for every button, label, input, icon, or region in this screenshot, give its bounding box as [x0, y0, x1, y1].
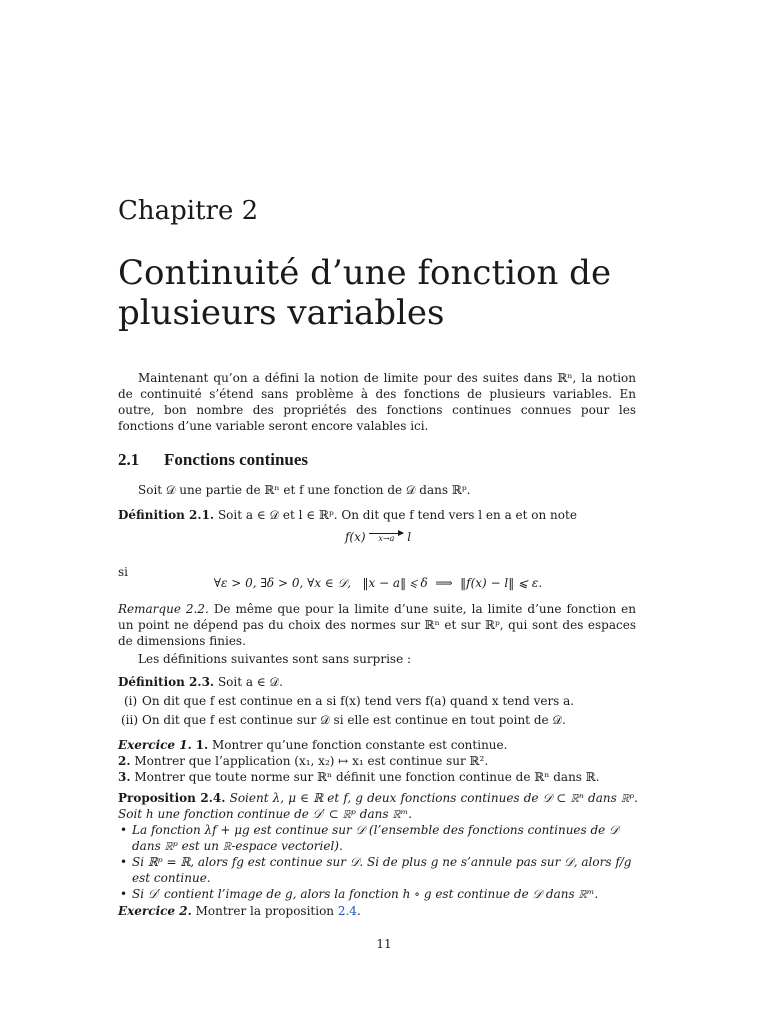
definition-item-text: On dit que f est continue sur 𝒟 si elle est continue en tout point de 𝒟.: [142, 713, 566, 727]
proposition-bullet-text: Si ℝᵖ = ℝ, alors fg est continue sur 𝒟. Si de plus g ne s’annule pas sur 𝒟, alors f/g est continue.: [132, 855, 632, 885]
arrow-icon: [369, 533, 403, 534]
page-number: 11: [376, 937, 392, 951]
exercise-2-end: .: [356, 904, 361, 918]
definition-item: [118, 712, 638, 728]
bullet-icon: •: [120, 823, 128, 837]
definition-item-label: (i): [124, 694, 138, 708]
exercise-item-text: Montrer que toute norme sur ℝⁿ définit une fonction continue de ℝⁿ dans ℝ.: [134, 770, 600, 784]
remark-2-2: [118, 601, 636, 649]
setup-sentence: Soit 𝒟 une partie de ℝⁿ et f une fonction de 𝒟 dans ℝᵖ.: [138, 483, 471, 497]
intro-paragraph: Maintenant qu’on a défini la notion de limite pour des suites dans ℝⁿ, la notion de continuité s’étend sans problème à des fonctions de plusieurs variables. En outre, bon nombre des propriétés des fonctions continues connues pour les fonctions d’une variable seront encore valables ici.: [118, 371, 636, 433]
exercise-1: [118, 737, 638, 785]
exercise-item-number: 3.: [118, 770, 131, 784]
exercise-item-text: Montrer que l’application (x₁, x₂) ↦ x₁ est continue sur ℝ².: [134, 754, 489, 768]
chapter-title: Continuité d’une fonction de plusieurs variables: [118, 253, 612, 333]
definition-2-3-label: Définition 2.3.: [118, 675, 215, 689]
limit-subscript: x→a: [378, 534, 395, 543]
exercise-2-label: Exercice 2.: [118, 904, 192, 918]
exercise-2: [118, 903, 638, 919]
definition-item: [118, 693, 638, 709]
proposition-2-4: [118, 790, 638, 902]
section-title: Fonctions continues: [164, 450, 309, 469]
proposition-bullet: [118, 886, 638, 902]
chapter-label: Chapitre 2: [118, 196, 259, 226]
bullet-icon: •: [120, 855, 128, 869]
exercise-2-text: Montrer la proposition: [195, 904, 335, 918]
remark-2-2-text: De même que pour la limite d’une suite, la limite d’une fonction en un point ne dépend pas du choix des normes sur ℝⁿ et sur ℝᵖ, qui sont des espaces de dimensions finies.: [118, 602, 636, 648]
exercise-item-text: Montrer qu’une fonction constante est continue.: [211, 738, 508, 752]
proposition-2-4-text: Soient λ, μ ∈ ℝ et f, g deux fonctions continues de 𝒟 ⊂ ℝⁿ dans ℝᵖ. Soit h une fonction continue de 𝒟′ ⊂ ℝᵖ dans ℝᵐ.: [118, 791, 638, 821]
section-heading: [118, 450, 308, 470]
definition-2-1-label: Définition 2.1.: [118, 508, 215, 522]
limit-condition: ∀ε > 0, ∃δ > 0, ∀x ∈ 𝒟, ‖x − a‖ ⩽ δ ⟹ ‖f(x) − l‖ ⩽ ε.: [213, 576, 543, 590]
definition-2-3: [118, 674, 638, 728]
proposition-bullet-text: La fonction λf + μg est continue sur 𝒟 (l’ensemble des fonctions continues de 𝒟 dans ℝᵖ est un ℝ-espace vectoriel).: [132, 823, 619, 853]
definition-2-3-text: Soit a ∈ 𝒟.: [217, 675, 283, 689]
remark-2-2-label: Remarque 2.2.: [118, 602, 209, 616]
definition-2-1: [118, 507, 638, 523]
proposition-2-4-label: Proposition 2.4.: [118, 791, 226, 805]
limit-right: l: [407, 530, 412, 544]
exercise-item-number: 2.: [118, 754, 131, 768]
bullet-icon: •: [120, 887, 128, 901]
limit-left: f(x): [344, 530, 366, 544]
definition-item-text: On dit que f est continue en a si f(x) tend vers f(a) quand x tend vers a.: [142, 694, 575, 708]
proposition-reference-link[interactable]: 2.4: [337, 904, 357, 918]
exercise-1-label: Exercice 1.: [118, 738, 192, 752]
limit-notation: [118, 530, 638, 544]
section-number: 2.1: [118, 450, 140, 469]
proposition-bullet-text: Si 𝒟′ contient l’image de g, alors la fonction h ∘ g est continue de 𝒟 dans ℝᵐ.: [132, 887, 599, 901]
proposition-bullet: [118, 854, 638, 886]
exercise-item-number: 1.: [195, 738, 209, 752]
definition-2-1-text: Soit a ∈ 𝒟 et l ∈ ℝᵖ. On dit que f tend vers l en a et on note: [217, 508, 577, 522]
proposition-bullet: [118, 822, 638, 854]
limit-arrow: [369, 531, 403, 544]
si-word: si: [118, 565, 128, 579]
definition-item-label: (ii): [121, 713, 139, 727]
transition-sentence: Les définitions suivantes sont sans surprise :: [138, 652, 412, 666]
